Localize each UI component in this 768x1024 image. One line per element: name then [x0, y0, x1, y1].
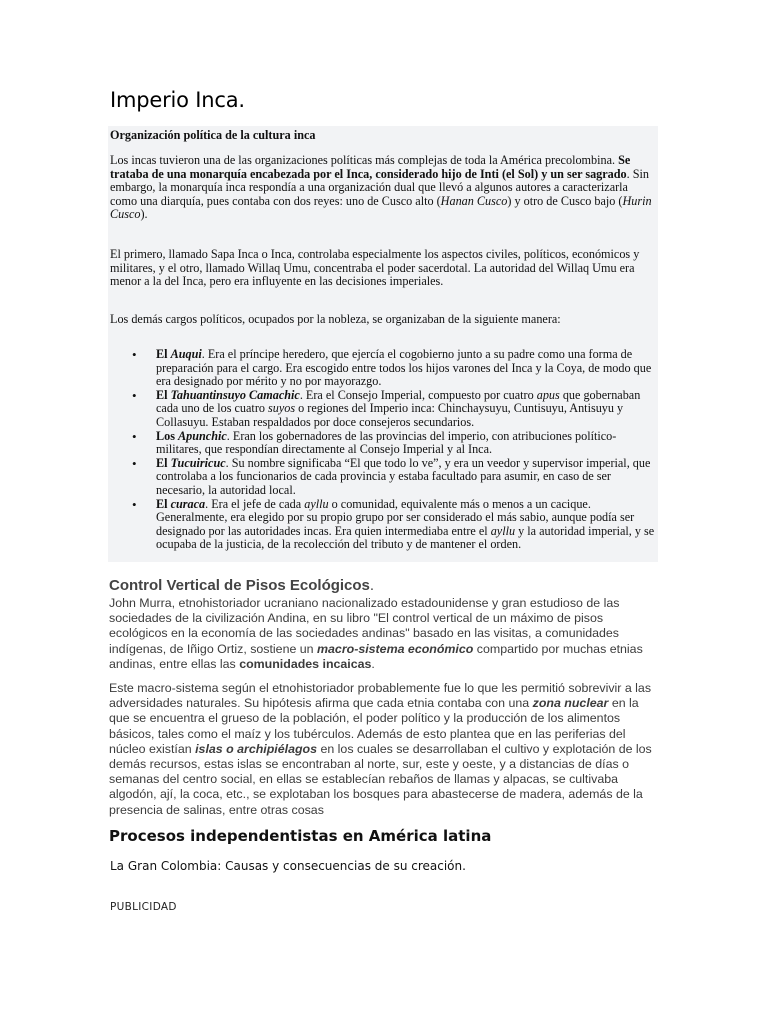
- bold-italic-term: zona nuclear: [532, 696, 609, 711]
- heading-dot: .: [369, 577, 375, 594]
- italic-term: ayllu: [490, 523, 516, 538]
- item-text: . Eran los gobernadores de las provincias del imperio, con atribuciones político-militares, que respondían directamente al Consejo Imperial y al Inca.: [156, 428, 617, 457]
- text-run: en los cuales se desarrollaban el cultivo y explotación de los demás recursos, estas islas se encontraban al norte, sur, este y oeste, y a distancias de días o semanas del centro social, en ellas se establecían rebaños de llamas y alpacas, se cultivaba algodón, ají, la coca, etc., se explotaban los bosques para abastecerse de madera, además de la presencia de salinas, entre otras cosas: [109, 741, 652, 817]
- item-term: Apunchic: [178, 428, 227, 443]
- item-lead: Los: [156, 428, 179, 443]
- section-heading-vertical-control: [109, 577, 374, 594]
- paragraph-sapa-inca: El primero, llamado Sapa Inca o Inca, controlaba especialmente los aspectos civiles, políticos, económicos y militares, y el otro, llamado Willaq Umu, concentraba el poder sacerdotal. La autoridad del Willaq Umu era menor a la del Inca, pero era influyente en las decisiones imperiales.: [110, 247, 640, 289]
- text-run: John Murra, etnohistoriador ucraniano nacionalizado estadounidense y gran estudioso de las sociedades de la civilización Andina, en su libro "El control vertical de un máximo de pisos ecológicos en la economía de las sociedades andinas" basado en las visitas, a comunidades indígenas, de Iñigo Ortiz, sostiene un: [109, 596, 620, 656]
- text-run: Los incas tuvieron una de las organizaciones políticas más complejas de toda la América precolombina.: [110, 153, 619, 167]
- section-heading-independence: Procesos independentistas en América latina: [109, 827, 492, 845]
- bold-italic-term: macro-sistema económico: [317, 641, 474, 656]
- text-run: ) y otro de Cusco bajo (: [507, 193, 623, 208]
- item-term: Auqui: [170, 347, 202, 361]
- list-item: [110, 430, 658, 457]
- list-item: [110, 389, 658, 430]
- item-term: Tahuantinsuyo Camachic: [170, 387, 300, 402]
- italic-term: Hurin Cusco: [110, 193, 652, 222]
- item-text: o comunidad, equivalente más o menos a un cacique. Generalmente, era elegido por su propio grupo por ser considerado el más sabio, aunque podía ser designado por las autoridades incas. Era quien intermediaba entre el: [156, 496, 635, 538]
- item-text: . Era el jefe de cada: [205, 496, 305, 511]
- item-lead: El: [156, 496, 171, 511]
- item-text: y la autoridad imperial, y se ocupaba de la justicia, de la recolección del tributo y de mantener el orden.: [156, 523, 655, 552]
- list-item: [110, 457, 658, 498]
- item-text: . Era el príncipe heredero, que ejercía el cogobierno junto a su padre como una forma de preparación para el cargo. Era escogido entre todos los hijos varones del Inca y la Coya, de modo que era designado por mérito y no por mayorazgo.: [156, 347, 652, 389]
- item-text: . Era el Consejo Imperial, compuesto por cuatro: [299, 387, 537, 402]
- bold-text: Se trataba de una monarquía encabezada por el Inca, considerado hijo de Inti (el Sol) y un ser sagrado: [110, 153, 631, 181]
- item-text: que gobernaban cada uno de los cuatro: [156, 387, 641, 416]
- italic-term: apus: [536, 387, 560, 402]
- item-lead: El: [156, 455, 171, 470]
- item-text: . Su nombre significaba “El que todo lo ve”, y era un veedor y supervisor imperial, que controlaba a los funcionarios de cada provincia y estaba facultado para asumir, en caso de ser necesario, la autoridad local.: [156, 455, 651, 497]
- text-run: .: [371, 656, 375, 671]
- bold-text: comunidades incaicas: [239, 656, 372, 671]
- italic-term: Hanan Cusco: [440, 193, 508, 208]
- item-term: curaca: [170, 496, 206, 511]
- text-run: compartido por muchas etnias andinas, entre ellas las: [109, 641, 643, 671]
- bold-italic-term: islas o archipiélagos: [195, 741, 318, 756]
- italic-term: suyos: [268, 401, 296, 416]
- text-run: . Sin embargo, la monarquía inca respondía a una organización dual que llevó a algunos autores a caracterizarla como una diarquía, pues contaba con dos reyes: uno de Cusco alto (: [110, 166, 650, 208]
- italic-term: ayllu: [304, 496, 329, 511]
- paragraph-murra: [109, 596, 661, 672]
- text-run: ).: [140, 207, 148, 222]
- paragraph-political-organization: [110, 154, 658, 222]
- article-link-gran-colombia: La Gran Colombia: Causas y consecuencias de su creación.: [110, 859, 466, 873]
- page-title: Imperio Inca.: [110, 88, 245, 112]
- section-heading: Organización política de la cultura inca: [110, 128, 316, 142]
- advertisement-label: PUBLICIDAD: [110, 901, 177, 913]
- item-term: Tucuiricuc: [170, 455, 226, 470]
- list-item: [110, 348, 658, 389]
- officials-list: [110, 348, 658, 552]
- item-lead: El: [156, 347, 171, 361]
- paragraph-macro-system: [109, 681, 661, 818]
- text-run: Este macro-sistema según el etnohistoriador probablemente fue lo que les permitió sobrevivir a las adversidades naturales. Su hipótesis afirma que cada etnia contaba con una: [109, 681, 652, 711]
- item-lead: El: [156, 387, 171, 402]
- paragraph-other-posts: Los demás cargos políticos, ocupados por la nobleza, se organizaban de la siguiente manera:: [110, 312, 561, 326]
- item-text: o regiones del Imperio inca: Chinchaysuyu, Cuntisuyu, Antisuyu y Collasuyu. Estaban respaldados por doce consejeros secundarios.: [156, 401, 624, 429]
- heading-text: Control Vertical de Pisos Ecológicos: [109, 577, 370, 594]
- text-run: en la que se encuentra el grueso de la población, el poder político y la producción de los alimentos básicos, tales como el maíz y los tubérculos. Además de esto plantea que en las periferias del núcleo existían: [109, 696, 639, 756]
- list-item: [110, 498, 658, 552]
